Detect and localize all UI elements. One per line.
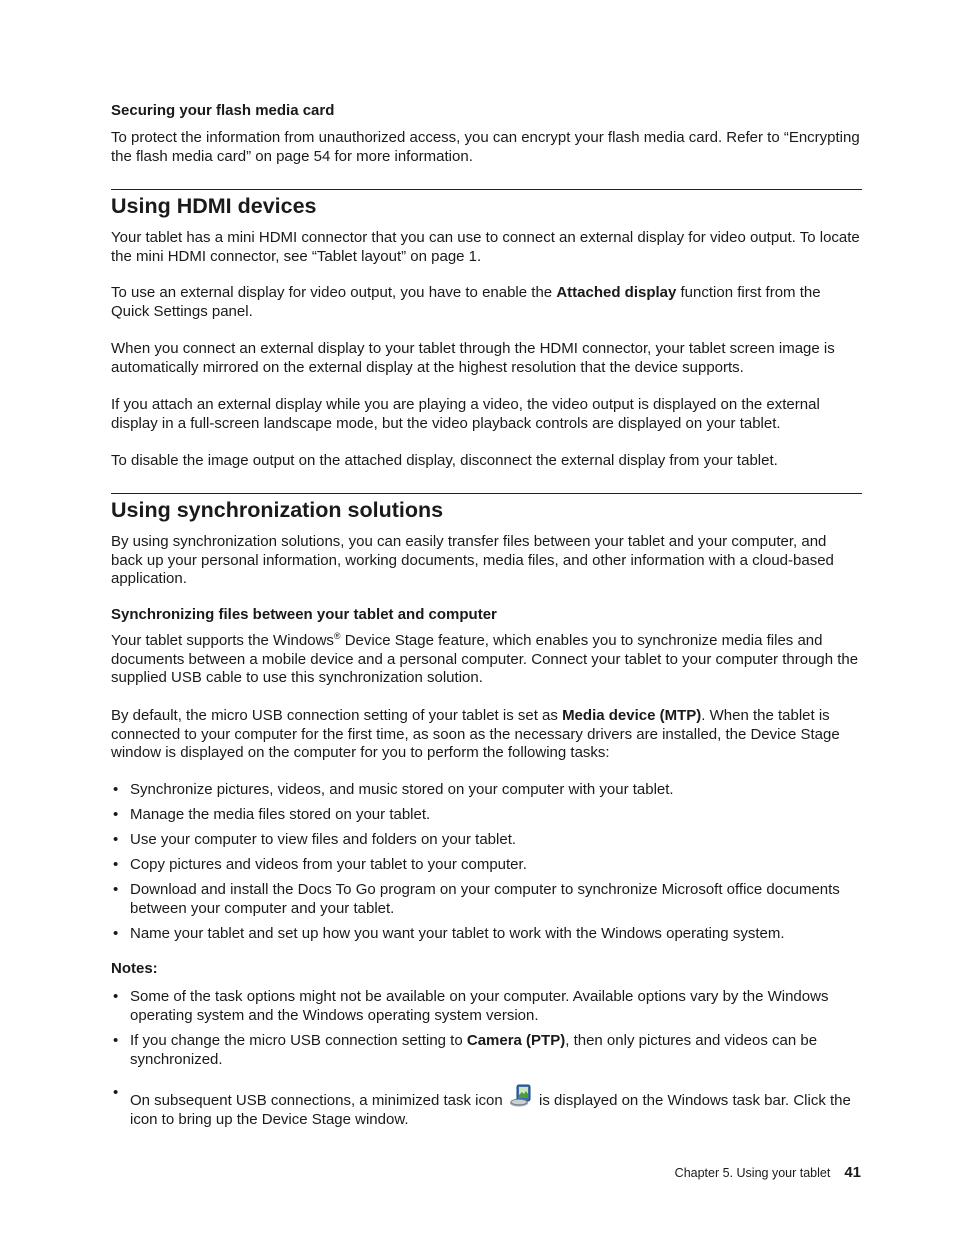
heading-using-hdmi: Using HDMI devices	[111, 194, 317, 218]
notes-list-3	[111, 1084, 862, 1129]
media-device-term: Media device (MTP)	[562, 707, 702, 724]
heading-using-sync: Using synchronization solutions	[111, 498, 444, 522]
paragraph-hdmi-video: If you attach an external display while you are playing a video, the video output is displayed on the external display in a full-screen landscape mode, but the video playback controls are displayed on your tablet.	[111, 396, 820, 432]
page-number: 41	[844, 1164, 861, 1181]
task-item: • Manage the media files stored on your tablet.	[111, 806, 862, 825]
notes-label: Notes:	[111, 960, 158, 977]
paragraph-mtp-default: By default, the micro USB connection setting of your tablet is set as Media device (MTP). When the tablet is connected to your computer for the first time, as soon as the necessary drivers are installed, the Device Stage window is displayed on the computer for you to perform the following tasks:	[111, 707, 840, 762]
subheading-sync-files: Synchronizing files between your tablet and computer	[111, 606, 497, 623]
task-item: • Copy pictures and videos from your tablet to your computer.	[111, 856, 862, 875]
paragraph-hdmi-disable: To disable the image output on the attached display, disconnect the external display from your tablet.	[111, 452, 778, 469]
subheading-securing-flash: Securing your flash media card	[111, 102, 335, 119]
note-item: • On subsequent USB connections, a minimized task icon is displayed on the Windows task bar. Click the icon to bring up the Device Stage window.	[111, 1084, 862, 1129]
footer-chapter: Chapter 5. Using your tablet	[674, 1166, 831, 1180]
paragraph-hdmi-enable: To use an external display for video output, you have to enable the Attached display function first from the Quick Settings panel.	[111, 284, 821, 320]
task-item: • Download and install the Docs To Go program on your computer to synchronize Microsoft office documents between your computer and your tablet.	[111, 881, 862, 918]
camera-ptp-term: Camera (PTP)	[466, 1032, 566, 1049]
paragraph-device-stage: Your tablet supports the Windows® Device Stage feature, which enables you to synchronize media files and documents between a mobile device and a personal computer. Connect your tablet to your computer through the supplied USB cable to use this synchronization solution.	[111, 631, 859, 687]
device-stage-task-icon	[509, 1084, 533, 1108]
task-item: • Synchronize pictures, videos, and music stored on your computer with your tablet.	[111, 781, 862, 800]
notes-list	[111, 988, 862, 1025]
section-divider-hdmi	[111, 189, 862, 190]
attached-display-term: Attached display	[556, 284, 677, 301]
task-list	[111, 781, 862, 944]
section-divider-sync	[111, 493, 862, 494]
page-footer	[675, 1164, 861, 1181]
paragraph-flash-encrypt: To protect the information from unauthorized access, you can encrypt your flash media card. Refer to “Encrypting the flash media card” on page 54 for more information.	[111, 129, 860, 165]
note-item: • If you change the micro USB connection setting to Camera (PTP), then only pictures and videos can be synchronized.	[111, 1032, 862, 1069]
paragraph-hdmi-connector: Your tablet has a mini HDMI connector that you can use to connect an external display for video output. To locate the mini HDMI connector, see “Tablet layout” on page 1.	[111, 229, 860, 265]
note-item: • Some of the task options might not be available on your computer. Available options vary by the Windows operating system and the Windows operating system version.	[111, 988, 862, 1025]
notes-list-2	[111, 1032, 862, 1069]
task-item: • Name your tablet and set up how you want your tablet to work with the Windows operating system.	[111, 925, 862, 944]
paragraph-hdmi-mirror: When you connect an external display to your tablet through the HDMI connector, your tablet screen image is automatically mirrored on the external display at the highest resolution that the device supports.	[111, 340, 835, 376]
task-item: • Use your computer to view files and folders on your tablet.	[111, 831, 862, 850]
paragraph-sync-intro: By using synchronization solutions, you can easily transfer files between your tablet and your computer, and back up your personal information, working documents, media files, and other information with a cloud-based application.	[111, 533, 834, 588]
